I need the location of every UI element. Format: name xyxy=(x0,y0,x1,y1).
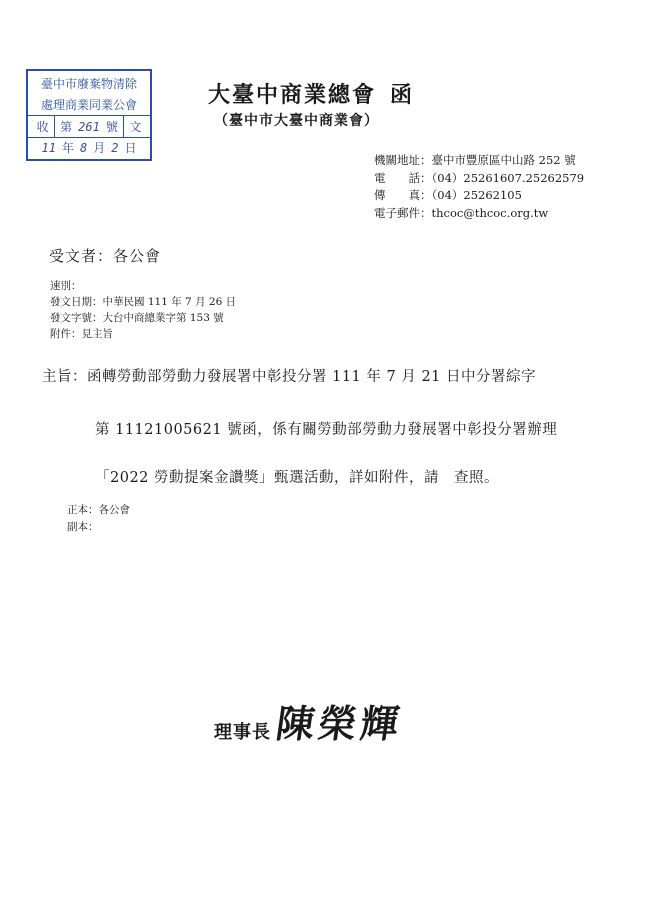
address-value: 臺中市豐原區中山路 252 號 xyxy=(431,153,576,167)
receipt-stamp xyxy=(26,69,152,161)
org-name: 大臺中商業總會 xyxy=(208,82,377,108)
document-meta xyxy=(50,278,236,342)
document-title xyxy=(208,78,414,109)
distribution xyxy=(67,502,130,536)
stamp-year-label: 年 xyxy=(61,141,74,155)
stamp-org-line1: 臺中市廢棄物清除 xyxy=(40,77,137,91)
doc-type: 函 xyxy=(390,82,415,108)
speed-field: 速別： xyxy=(50,280,82,292)
subject-line-3: 「2022 勞動提案金讚獎」甄選活動，詳如附件，請 查照。 xyxy=(95,470,500,486)
stamp-wen-label: 文 xyxy=(129,119,142,134)
stamp-divider xyxy=(54,116,56,137)
issue-date: 發文日期：中華民國 111 年 7 月 26 日 xyxy=(50,296,237,308)
fax-value: （04）25262105 xyxy=(431,188,522,202)
original-recipients: 正本：各公會 xyxy=(67,504,130,516)
phone-label: 電 話： xyxy=(374,170,432,185)
address-label: 機關地址： xyxy=(374,153,432,167)
address-row xyxy=(374,152,584,170)
stamp-divider xyxy=(123,116,125,137)
email-value: thcoc@thcoc.org.tw xyxy=(431,205,549,220)
phone-value: （04）25261607.25262579 xyxy=(431,170,585,185)
document-subtitle: （臺中市大臺中商業會） xyxy=(214,113,379,129)
phone-row xyxy=(374,170,584,188)
stamp-hao-label: 號 xyxy=(105,119,118,134)
stamp-org-line2: 處理商業同業公會 xyxy=(40,98,137,112)
subject-line-2: 第 11121005621 號函，係有關勞動部勞動力發展署中彰投分署辦理 xyxy=(95,422,558,438)
attachment-field: 附件：見主旨 xyxy=(50,328,113,340)
contact-block xyxy=(374,152,584,222)
stamp-year: 11 xyxy=(41,141,56,155)
email-row xyxy=(374,205,584,223)
stamp-day-label: 日 xyxy=(124,141,137,155)
stamp-month-label: 月 xyxy=(93,141,106,155)
stamp-receive-label: 收 xyxy=(36,119,49,134)
signatory-title: 理事長 xyxy=(214,722,271,743)
stamp-number: 261 xyxy=(78,119,100,134)
subject-line-1: 主旨：函轉勞動部勞動力發展署中彰投分署 111 年 7 月 21 日中分署綜字 xyxy=(42,369,537,385)
copy-recipients: 副本： xyxy=(67,521,99,533)
stamp-di-label: 第 xyxy=(60,119,73,134)
email-label: 電子郵件： xyxy=(374,205,432,220)
signature xyxy=(214,693,406,748)
reference-number: 發文字號：大台中商總業字第 153 號 xyxy=(50,312,224,324)
fax-label: 傳 真： xyxy=(374,188,432,202)
signatory-name: 陳榮輝 xyxy=(273,701,406,746)
stamp-month: 8 xyxy=(79,141,88,155)
fax-row xyxy=(374,187,584,205)
stamp-day: 2 xyxy=(111,141,119,155)
recipient: 受文者：各公會 xyxy=(49,247,162,265)
